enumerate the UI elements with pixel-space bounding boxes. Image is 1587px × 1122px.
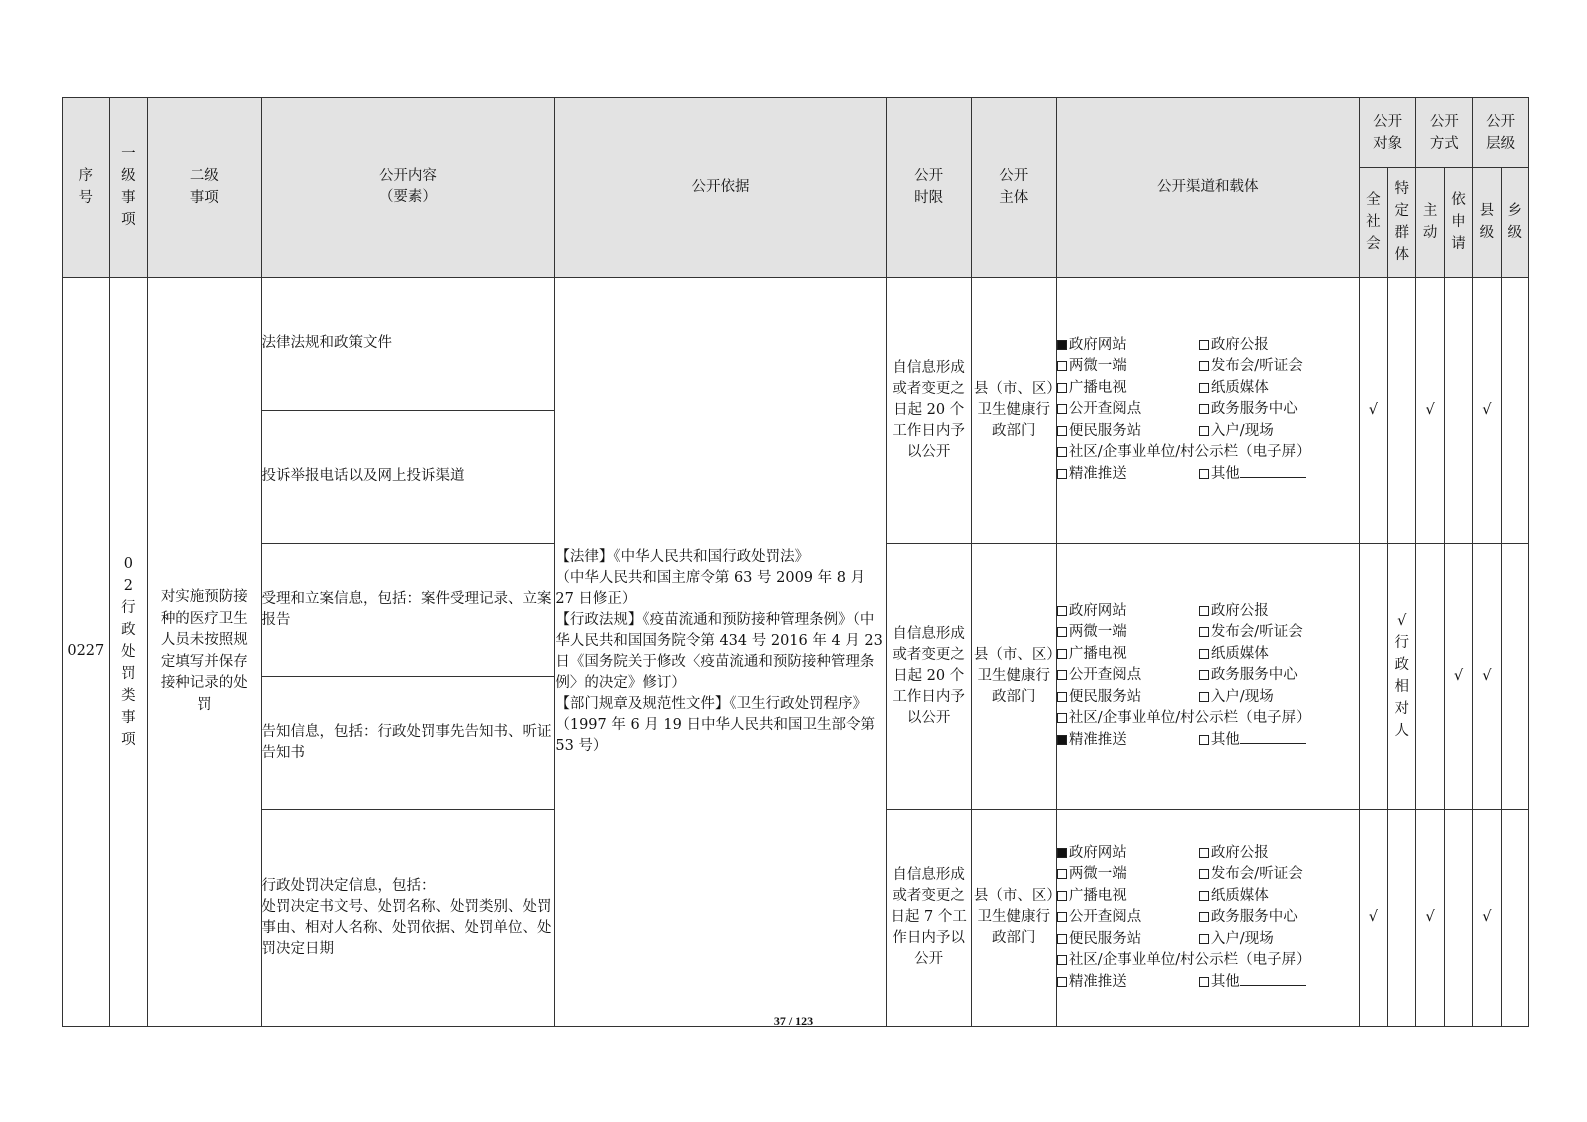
content-item: 法律法规和政策文件 — [261, 277, 555, 410]
channel-label: 发布会/听证会 — [1210, 624, 1303, 641]
channel-label: 两微一端 — [1068, 624, 1127, 641]
checked-box-icon — [1057, 848, 1067, 858]
checked-box-icon — [1057, 340, 1067, 350]
level-town-check — [1501, 277, 1528, 543]
channel-option — [1057, 929, 1199, 951]
unchecked-box-icon — [1199, 848, 1209, 858]
channel-option — [1199, 730, 1349, 752]
channel-option — [1057, 622, 1199, 644]
unchecked-box-icon — [1199, 869, 1209, 879]
method-active-check: √ — [1416, 277, 1444, 543]
header-level1: 一级事项 — [109, 98, 147, 278]
channel-option — [1057, 335, 1199, 357]
channel-option — [1057, 972, 1199, 994]
target-specific-check — [1388, 277, 1416, 543]
method-request-check: √ — [1444, 543, 1472, 809]
channel-label: 纸质媒体 — [1210, 645, 1269, 662]
channel-label: 广播电视 — [1068, 379, 1127, 396]
row-level1: 02行政处罚类事项 — [109, 277, 147, 1026]
level-county-check: √ — [1473, 543, 1501, 809]
unchecked-box-icon — [1057, 404, 1067, 414]
header-method-active: 主动 — [1416, 168, 1444, 278]
channel-list — [1056, 809, 1359, 1026]
unchecked-box-icon — [1057, 692, 1067, 702]
unchecked-box-icon — [1057, 713, 1067, 723]
channel-label: 发布会/听证会 — [1210, 866, 1303, 883]
channel-label: 便民服务站 — [1068, 930, 1142, 947]
channel-label: 入户/现场 — [1210, 688, 1274, 705]
header-seq: 序号 — [63, 98, 110, 278]
unchecked-box-icon — [1057, 649, 1067, 659]
unchecked-box-icon — [1199, 977, 1209, 987]
level-town-check — [1501, 809, 1528, 1026]
channel-label: 纸质媒体 — [1210, 887, 1269, 904]
channel-label: 其他 — [1210, 731, 1240, 748]
unchecked-box-icon — [1199, 692, 1209, 702]
content-item: 投诉举报电话以及网上投诉渠道 — [261, 410, 555, 543]
channel-option — [1199, 665, 1349, 687]
time-limit: 自信息形成或者变更之日起 7 个工作日内予以公开 — [886, 809, 971, 1026]
unchecked-box-icon — [1199, 649, 1209, 659]
level-county-check: √ — [1473, 809, 1501, 1026]
channel-label: 社区/企事业单位/村公示栏（电子屏） — [1068, 952, 1311, 969]
channel-label: 纸质媒体 — [1210, 379, 1269, 396]
header-level-town: 乡级 — [1501, 168, 1528, 278]
channel-option — [1199, 356, 1349, 378]
channel-list — [1056, 277, 1359, 543]
unchecked-box-icon — [1057, 383, 1067, 393]
target-all-check: √ — [1359, 277, 1387, 543]
channel-label: 精准推送 — [1068, 731, 1127, 748]
channel-label: 政府公报 — [1210, 844, 1269, 861]
public-subject: 县（市、区）卫生健康行政部门 — [971, 809, 1056, 1026]
channel-label: 便民服务站 — [1068, 422, 1142, 439]
channel-label: 公开查阅点 — [1068, 667, 1142, 684]
channel-option — [1057, 708, 1349, 730]
unchecked-box-icon — [1199, 361, 1209, 371]
header-method-request: 依申请 — [1444, 168, 1472, 278]
level-town-check — [1501, 543, 1528, 809]
channel-label: 广播电视 — [1068, 645, 1127, 662]
public-subject: 县（市、区）卫生健康行政部门 — [971, 277, 1056, 543]
row-level2: 对实施预防接种的医疗卫生人员未按照规定填写并保存接种记录的处罚 — [148, 277, 261, 1026]
channel-label: 政务服务中心 — [1210, 909, 1298, 926]
unchecked-box-icon — [1199, 426, 1209, 436]
unchecked-box-icon — [1057, 869, 1067, 879]
row-seq: 0227 — [63, 277, 110, 1026]
unchecked-box-icon — [1199, 934, 1209, 944]
channel-option — [1199, 622, 1349, 644]
method-request-check — [1444, 809, 1472, 1026]
channel-label: 政府公报 — [1210, 336, 1269, 353]
channel-label: 公开查阅点 — [1068, 401, 1142, 418]
header-basis: 公开依据 — [555, 98, 886, 278]
method-request-check — [1444, 277, 1472, 543]
channel-list — [1056, 543, 1359, 809]
basis-law-detail: （中华人民共和国主席令第 63 号 2009 年 8 月 27 日修正） — [555, 569, 866, 607]
time-limit: 自信息形成或者变更之日起 20 个工作日内予以公开 — [886, 543, 971, 809]
channel-label: 发布会/听证会 — [1210, 358, 1303, 375]
header-channels: 公开渠道和载体 — [1056, 98, 1359, 278]
channel-option — [1057, 687, 1199, 709]
channel-option — [1057, 378, 1199, 400]
channel-option — [1057, 644, 1199, 666]
unchecked-box-icon — [1057, 447, 1067, 457]
header-target-all: 全社会 — [1359, 168, 1387, 278]
channel-option — [1057, 601, 1199, 623]
channel-label: 政府网站 — [1068, 844, 1127, 861]
fill-in-blank — [1240, 973, 1306, 986]
channel-option — [1057, 442, 1349, 464]
channel-label: 两微一端 — [1068, 866, 1127, 883]
unchecked-box-icon — [1057, 891, 1067, 901]
channel-label: 政府公报 — [1210, 602, 1269, 619]
channel-option — [1057, 356, 1199, 378]
channel-option — [1057, 421, 1199, 443]
header-content-title: 公开内容 — [378, 168, 437, 185]
channel-label: 政府网站 — [1068, 602, 1127, 619]
channel-label: 政务服务中心 — [1210, 401, 1298, 418]
content-decision-detail: 处罚决定书文号、处罚名称、处罚类别、处罚事由、相对人名称、处罚依据、处罚单位、处罚决定日期 — [261, 898, 552, 957]
channel-option — [1199, 687, 1349, 709]
channel-option — [1199, 843, 1349, 865]
header-subject: 公开主体 — [971, 98, 1056, 278]
channel-option — [1057, 886, 1199, 908]
unchecked-box-icon — [1199, 383, 1209, 393]
channel-label: 政府网站 — [1068, 336, 1127, 353]
channel-label: 社区/企事业单位/村公示栏（电子屏） — [1068, 710, 1311, 727]
channel-option — [1199, 864, 1349, 886]
header-level-county: 县级 — [1473, 168, 1501, 278]
channel-label: 入户/现场 — [1210, 930, 1274, 947]
unchecked-box-icon — [1057, 627, 1067, 637]
method-active-check: √ — [1416, 809, 1444, 1026]
channel-option — [1199, 378, 1349, 400]
channel-label: 精准推送 — [1068, 465, 1127, 482]
channel-option — [1057, 950, 1349, 972]
unchecked-box-icon — [1199, 340, 1209, 350]
unchecked-box-icon — [1199, 912, 1209, 922]
channel-option — [1057, 864, 1199, 886]
content-item: 受理和立案信息，包括：案件受理记录、立案报告 — [261, 543, 555, 676]
disclosure-table — [62, 97, 1529, 1027]
channel-option — [1057, 730, 1199, 752]
header-content-sub: （要素） — [378, 189, 437, 206]
channel-label: 社区/企事业单位/村公示栏（电子屏） — [1068, 444, 1311, 461]
channel-label: 两微一端 — [1068, 358, 1127, 375]
target-specific-check — [1388, 809, 1416, 1026]
header-content — [261, 98, 555, 278]
page-number: 37 / 123 — [773, 1014, 814, 1028]
channel-option — [1199, 907, 1349, 929]
unchecked-box-icon — [1057, 606, 1067, 616]
unchecked-box-icon — [1199, 606, 1209, 616]
target-all-check — [1359, 543, 1387, 809]
unchecked-box-icon — [1199, 891, 1209, 901]
channel-option — [1199, 399, 1349, 421]
unchecked-box-icon — [1057, 426, 1067, 436]
channel-label: 入户/现场 — [1210, 422, 1274, 439]
fill-in-blank — [1240, 731, 1306, 744]
channel-option — [1199, 886, 1349, 908]
content-item-decision — [261, 809, 555, 1026]
unchecked-box-icon — [1199, 404, 1209, 414]
channel-label: 其他 — [1210, 465, 1240, 482]
channel-label: 其他 — [1210, 973, 1240, 990]
unchecked-box-icon — [1057, 670, 1067, 680]
channel-option — [1199, 929, 1349, 951]
channel-option — [1057, 843, 1199, 865]
channel-label: 便民服务站 — [1068, 688, 1142, 705]
channel-option — [1057, 399, 1199, 421]
target-all-check: √ — [1359, 809, 1387, 1026]
unchecked-box-icon — [1199, 627, 1209, 637]
unchecked-box-icon — [1057, 361, 1067, 371]
channel-label: 广播电视 — [1068, 887, 1127, 904]
target-specific-check: √行政相对人 — [1388, 543, 1416, 809]
basis-regulation: 【行政法规】《疫苗流通和预防接种管理条例》（中华人民共和国国务院令第 434 号 2016 年 4 月 23 日《国务院关于修改〈疫苗流通和预防接种管理条例〉的决定》修订） — [555, 611, 883, 691]
content-decision-title: 行政处罚决定信息，包括： — [261, 877, 436, 894]
method-active-check — [1416, 543, 1444, 809]
header-time-limit: 公开时限 — [886, 98, 971, 278]
channel-option — [1199, 972, 1349, 994]
channel-option — [1199, 644, 1349, 666]
disclosure-basis — [555, 277, 886, 1026]
channel-label: 精准推送 — [1068, 973, 1127, 990]
unchecked-box-icon — [1057, 955, 1067, 965]
fill-in-blank — [1240, 465, 1306, 478]
time-limit: 自信息形成或者变更之日起 20 个工作日内予以公开 — [886, 277, 971, 543]
channel-option — [1199, 335, 1349, 357]
unchecked-box-icon — [1057, 912, 1067, 922]
basis-rules: 【部门规章及规范性文件】《卫生行政处罚程序》（1997 年 6 月 19 日中华人民共和国卫生部令第 53 号） — [555, 695, 875, 754]
header-target-group: 公开对象 — [1359, 98, 1416, 168]
channel-option — [1199, 421, 1349, 443]
basis-law: 【法律】《中华人民共和国行政处罚法》 — [555, 548, 810, 565]
header-method-group: 公开方式 — [1416, 98, 1473, 168]
header-level2: 二级事项 — [148, 98, 261, 278]
channel-label: 公开查阅点 — [1068, 909, 1142, 926]
header-level-group: 公开层级 — [1473, 98, 1529, 168]
header-target-specific: 特定群体 — [1388, 168, 1416, 278]
channel-option — [1057, 464, 1199, 486]
unchecked-box-icon — [1199, 670, 1209, 680]
channel-option — [1199, 464, 1349, 486]
unchecked-box-icon — [1199, 469, 1209, 479]
public-subject: 县（市、区）卫生健康行政部门 — [971, 543, 1056, 809]
level-county-check: √ — [1473, 277, 1501, 543]
channel-option — [1199, 601, 1349, 623]
unchecked-box-icon — [1057, 934, 1067, 944]
checked-box-icon — [1057, 735, 1067, 745]
channel-option — [1057, 907, 1199, 929]
channel-label: 政务服务中心 — [1210, 667, 1298, 684]
channel-option — [1057, 665, 1199, 687]
unchecked-box-icon — [1057, 469, 1067, 479]
unchecked-box-icon — [1199, 735, 1209, 745]
content-item: 告知信息，包括：行政处罚事先告知书、听证告知书 — [261, 676, 555, 809]
unchecked-box-icon — [1057, 977, 1067, 987]
